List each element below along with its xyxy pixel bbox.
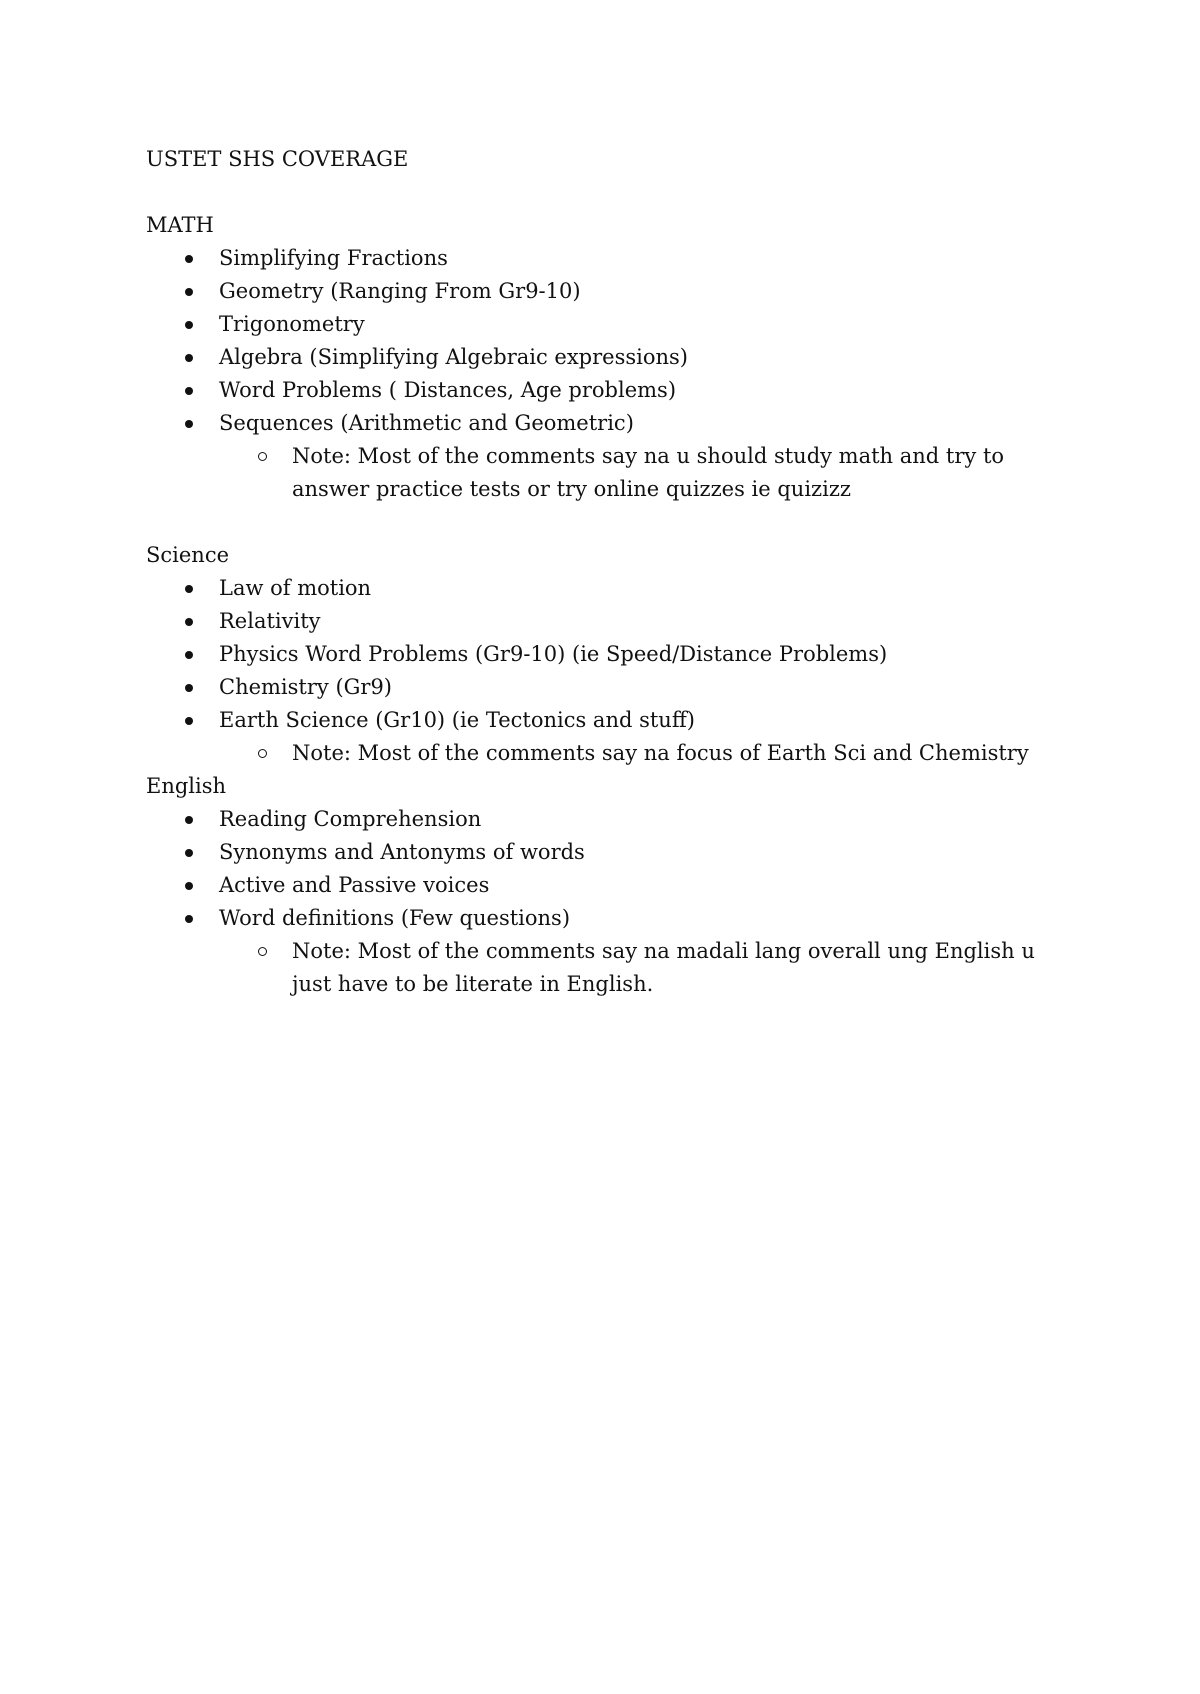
math-note [146,440,1062,506]
science-note [146,737,1062,770]
list-item-label: Word definitions (Few questions) [219,906,571,930]
science-topic-list [146,572,1086,737]
bullet-icon [185,354,193,362]
bullet-icon [185,816,193,824]
list-item-label: Trigonometry [219,312,365,336]
hollow-bullet-icon [258,452,267,461]
math-note-text: Note: Most of the comments say na u should study math and try to answer practice tests or try online quizzes ie quizizz [292,444,1005,501]
bullet-icon [185,387,193,395]
english-note [146,935,1062,1001]
math-section [146,209,1086,506]
list-item-label: Chemistry (Gr9) [219,675,393,699]
list-item [146,341,1086,374]
document-title: USTET SHS COVERAGE [146,147,409,171]
english-heading: English [146,774,227,798]
english-note-text: Note: Most of the comments say na madali lang overall ung English u just have to be literate in English. [292,939,1035,996]
science-note-text: Note: Most of the comments say na focus of Earth Sci and Chemistry [292,741,1029,765]
bullet-icon [185,420,193,428]
bullet-icon [185,915,193,923]
spacer [146,506,1086,539]
science-section [146,539,1086,770]
math-heading: MATH [146,213,214,237]
list-item-label: Law of motion [219,576,372,600]
list-item [146,242,1086,275]
spacer [146,176,1086,209]
list-item-label: Sequences (Arithmetic and Geometric) [219,411,634,435]
list-item-label: Simplifying Fractions [219,246,448,270]
bullet-icon [185,651,193,659]
list-item [146,869,1086,902]
list-item [146,803,1086,836]
bullet-icon [185,684,193,692]
list-item [146,836,1086,869]
bullet-icon [185,717,193,725]
bullet-icon [185,288,193,296]
list-item [146,275,1086,308]
science-heading: Science [146,543,230,567]
list-item [146,704,1086,737]
english-topic-list [146,803,1086,935]
english-section [146,770,1086,1001]
list-item [146,605,1086,638]
list-item-label: Active and Passive voices [219,873,490,897]
list-item [146,572,1086,605]
list-item-label: Geometry (Ranging From Gr9-10) [219,279,581,303]
list-item-label: Algebra (Simplifying Algebraic expressions) [219,345,689,369]
list-item-label: Relativity [219,609,321,633]
list-item-label: Reading Comprehension [219,807,482,831]
list-item-label: Physics Word Problems (Gr9-10) (ie Speed/Distance Problems) [219,642,888,666]
list-item-label: Earth Science (Gr10) (ie Tectonics and stuff) [219,708,695,732]
bullet-icon [185,849,193,857]
list-item [146,407,1086,440]
list-item [146,638,1086,671]
document-content [146,143,1086,1001]
bullet-icon [185,255,193,263]
list-item [146,902,1086,935]
list-item-label: Synonyms and Antonyms of words [219,840,585,864]
list-item-label: Word Problems ( Distances, Age problems) [219,378,677,402]
math-topic-list [146,242,1086,440]
bullet-icon [185,321,193,329]
hollow-bullet-icon [258,749,267,758]
bullet-icon [185,882,193,890]
bullet-icon [185,585,193,593]
hollow-bullet-icon [258,947,267,956]
list-item [146,374,1086,407]
list-item [146,671,1086,704]
list-item [146,308,1086,341]
bullet-icon [185,618,193,626]
